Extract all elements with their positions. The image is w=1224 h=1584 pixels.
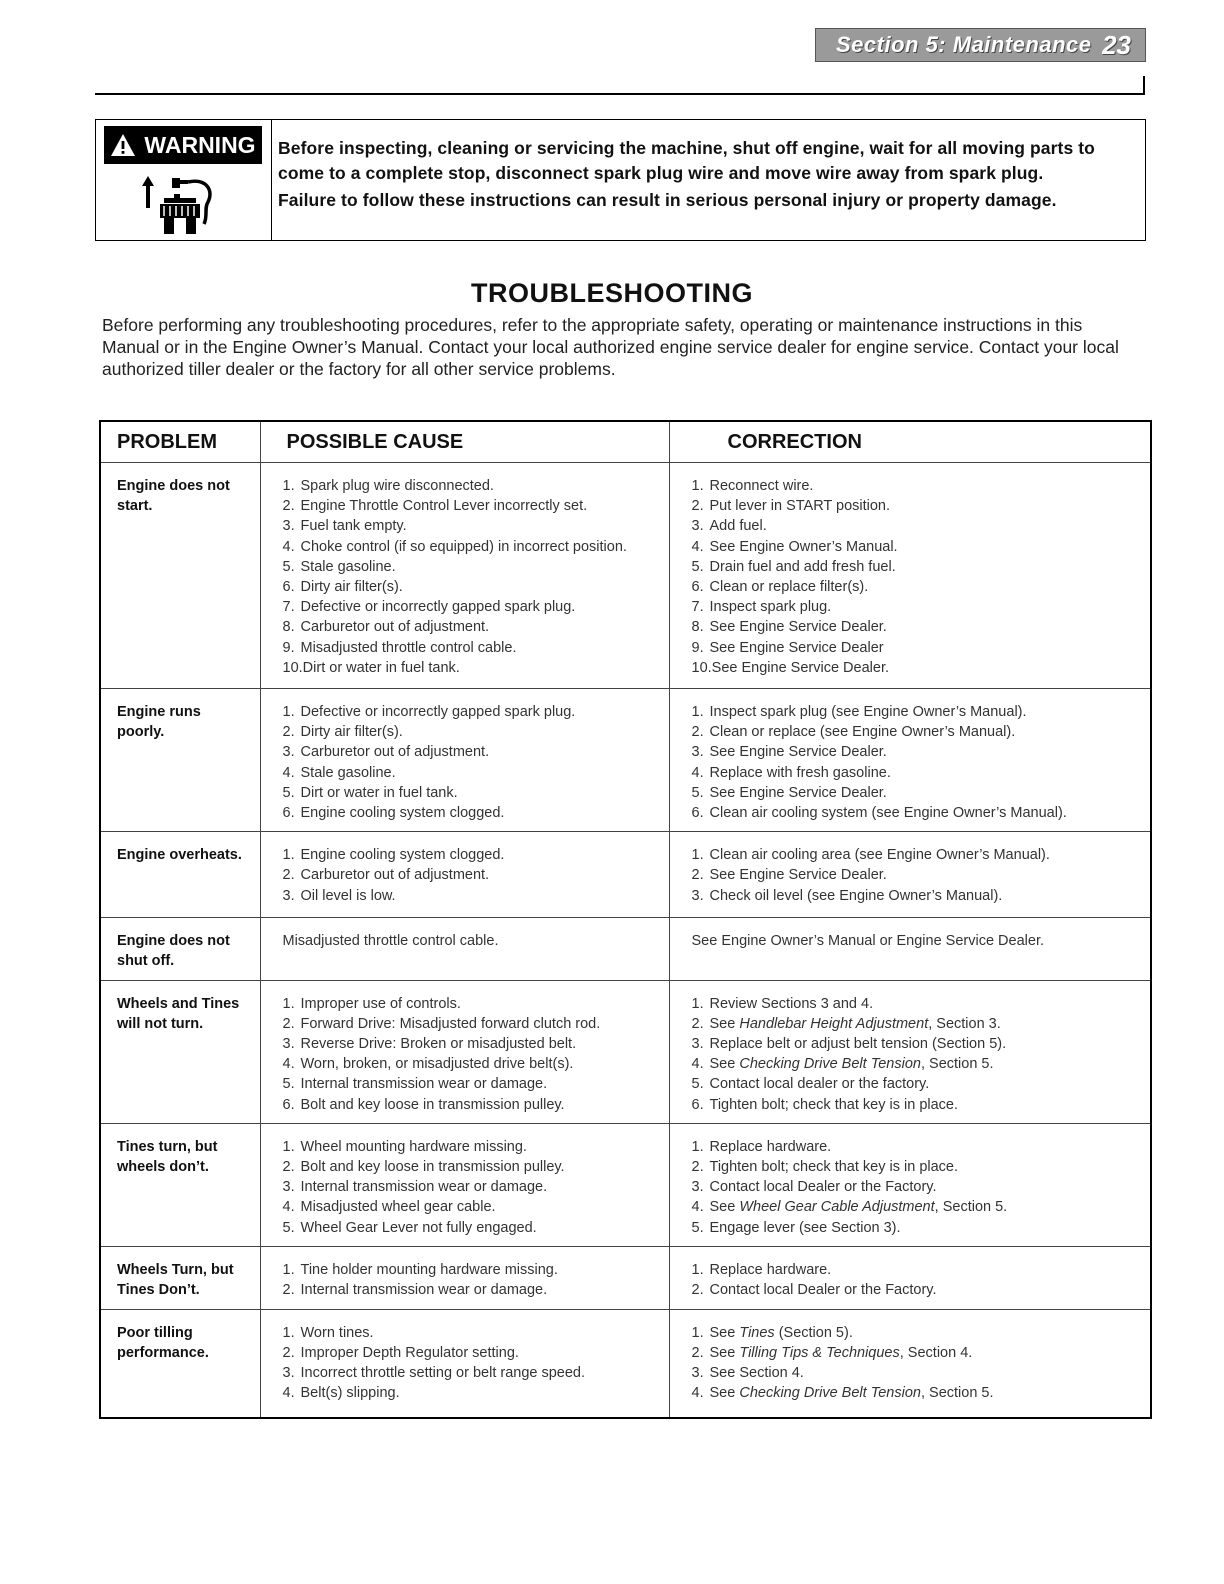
list-item <box>692 1343 1135 1363</box>
list-item-number: 4. <box>282 1199 295 1216</box>
list-item <box>283 1074 653 1094</box>
list-item <box>692 658 1135 678</box>
list-item-text: Carburetor out of adjustment. <box>300 867 490 884</box>
list-item-text: See Section 4. <box>709 1365 804 1382</box>
list-item <box>283 476 653 496</box>
list-item-number: 1. <box>282 995 295 1012</box>
list-item <box>692 742 1135 762</box>
list-item <box>692 617 1135 637</box>
list-item-number: 1. <box>691 1261 704 1278</box>
list-item <box>283 537 653 557</box>
list-item <box>692 1323 1135 1343</box>
warning-box <box>95 119 1146 241</box>
cause-cell <box>260 1246 669 1309</box>
list-item <box>692 1157 1135 1177</box>
list-item-number: 2. <box>691 867 704 884</box>
list-item-number: 4. <box>691 764 704 781</box>
list-item-number: 7. <box>282 599 295 616</box>
table-row <box>100 1246 1151 1309</box>
list-item-number: 5. <box>282 1076 295 1093</box>
list-item <box>692 702 1135 722</box>
list-item <box>692 537 1135 557</box>
cause-cell <box>260 980 669 1123</box>
column-header-problem: PROBLEM <box>100 421 260 463</box>
list-item <box>692 886 1135 906</box>
list-item-number: 5. <box>691 558 704 575</box>
warning-consequence: Failure to follow these instructions can result in serious personal injury or property damage. <box>278 190 1057 210</box>
list-item-text: See Tilling Tips & Techniques, Section 4. <box>709 1345 973 1362</box>
cause-cell <box>260 463 669 689</box>
warning-label <box>104 126 262 164</box>
list-item-text: Improper use of controls. <box>300 995 461 1012</box>
list-item-number: 2. <box>282 1345 295 1362</box>
list-item-number: 9. <box>282 639 295 656</box>
cause-cell <box>260 1123 669 1246</box>
list-item-number: 7. <box>691 599 704 616</box>
list-item <box>283 557 653 577</box>
list-item <box>692 1137 1135 1157</box>
list-item <box>692 1260 1135 1280</box>
list-item-number: 2. <box>282 1015 295 1032</box>
list-item <box>283 742 653 762</box>
column-header-correction: CORRECTION <box>669 421 1151 463</box>
list-item-number: 3. <box>282 1179 295 1196</box>
list-item <box>283 1363 653 1383</box>
list-item <box>283 1137 653 1157</box>
list-item-text: Engage lever (see Section 3). <box>709 1219 901 1236</box>
header-rule <box>95 93 1145 95</box>
list-item <box>692 803 1135 823</box>
list-item-text: Review Sections 3 and 4. <box>709 995 874 1012</box>
warning-label-text: WARNING <box>144 131 256 158</box>
problem-cell: Wheels and Tines will not turn. <box>100 980 260 1123</box>
list-item-number: 2. <box>691 1345 704 1362</box>
list-item-number: 1. <box>691 704 704 720</box>
list-item-text: Wheel Gear Lever not fully engaged. <box>300 1219 537 1236</box>
alert-triangle-icon <box>110 133 136 157</box>
list-item-text: Clean or replace (see Engine Owner’s Manual). <box>709 724 1016 741</box>
list-item-text: Worn, broken, or misadjusted drive belt(s). <box>300 1056 574 1073</box>
list-item <box>283 496 653 516</box>
table-row <box>100 918 1151 980</box>
list-item <box>692 865 1135 885</box>
list-item <box>283 597 653 617</box>
list-item <box>283 1260 653 1280</box>
list-item-number: 2. <box>282 498 295 515</box>
list-item-text: Stale gasoline. <box>300 764 396 781</box>
list-item-number: 2. <box>691 1015 704 1032</box>
list-item-number: 2. <box>691 1282 704 1299</box>
list-item-text: See Engine Service Dealer. <box>709 784 887 801</box>
list-item <box>283 1034 653 1054</box>
list-item-text: See Wheel Gear Cable Adjustment, Section 5. <box>709 1199 1008 1216</box>
list-item-number: 4. <box>282 764 295 781</box>
list-item-number: 5. <box>691 1219 704 1236</box>
correction-list <box>692 1137 1135 1238</box>
list-item <box>692 1218 1135 1238</box>
cause-text: Misadjusted throttle control cable. <box>282 933 499 950</box>
list-item-text: Carburetor out of adjustment. <box>300 744 490 761</box>
list-item-number: 4. <box>282 538 295 555</box>
list-item-number: 6. <box>691 805 704 822</box>
list-item <box>692 1054 1135 1074</box>
list-item <box>692 1034 1135 1054</box>
list-item <box>283 1383 653 1403</box>
list-item-number: 3. <box>282 887 295 904</box>
list-item-number: 3. <box>691 518 704 535</box>
list-item-number: 9. <box>691 639 704 656</box>
list-item-text: Clean air cooling area (see Engine Owner’s Manual). <box>709 847 1050 864</box>
list-item-number: 4. <box>282 1385 295 1402</box>
list-item <box>283 1177 653 1197</box>
list-item-text: Drain fuel and add fresh fuel. <box>709 558 896 575</box>
list-item-text: Worn tines. <box>300 1324 374 1341</box>
list-item <box>692 496 1135 516</box>
problem-cell: Tines turn, but wheels don’t. <box>100 1123 260 1246</box>
list-item <box>692 1383 1135 1403</box>
list-item-text: Tighten bolt; check that key is in place. <box>709 1096 959 1113</box>
list-item-text: Wheel mounting hardware missing. <box>300 1138 527 1155</box>
list-item-text: Contact local Dealer or the Factory. <box>709 1282 937 1299</box>
cause-list <box>283 1323 653 1404</box>
troubleshooting-table <box>99 420 1152 1419</box>
correction-list <box>692 994 1135 1115</box>
list-item-number: 4. <box>691 1056 704 1073</box>
list-item-text: Replace hardware. <box>709 1261 832 1278</box>
list-item <box>692 722 1135 742</box>
list-item-text: See Checking Drive Belt Tension, Section 5. <box>709 1385 994 1402</box>
list-item <box>283 994 653 1014</box>
list-item-text: Spark plug wire disconnected. <box>300 478 494 494</box>
cause-list <box>283 994 653 1115</box>
table-row <box>100 463 1151 689</box>
cause-list <box>283 1137 653 1238</box>
correction-list <box>692 845 1135 906</box>
list-item-text: See Handlebar Height Adjustment, Section 3. <box>709 1015 1001 1032</box>
correction-cell <box>669 1123 1151 1246</box>
warning-text <box>272 120 1145 240</box>
correction-list <box>692 1260 1135 1300</box>
list-item-number: 1. <box>691 1324 704 1341</box>
list-item-number: 6. <box>282 579 295 596</box>
warning-instruction: Before inspecting, cleaning or servicing the machine, shut off engine, wait for all moving parts to come to a complete stop, disconnect spark plug wire and move wire away from spark plug. <box>278 138 1095 183</box>
list-item-text: Dirt or water in fuel tank. <box>300 784 458 801</box>
list-item-number: 2. <box>282 1282 295 1299</box>
list-item-text: Tighten bolt; check that key is in place. <box>709 1159 959 1176</box>
list-item-text: See Engine Service Dealer <box>709 639 884 656</box>
problem-cell: Engine runs poorly. <box>100 689 260 832</box>
list-item-number: 5. <box>282 558 295 575</box>
table-header-row <box>100 421 1151 463</box>
list-item-number: 1. <box>691 847 704 864</box>
list-item-number: 3. <box>691 744 704 761</box>
cause-list <box>283 476 653 678</box>
troubleshooting-title: TROUBLESHOOTING <box>471 278 753 308</box>
list-item-text: Choke control (if so equipped) in incorrect position. <box>300 538 627 555</box>
list-item-number: 5. <box>691 1076 704 1093</box>
section-header-tab <box>815 28 1146 62</box>
section-title: Section 5: Maintenance <box>836 32 1092 57</box>
correction-cell <box>669 463 1151 689</box>
list-item <box>283 617 653 637</box>
list-item-number: 3. <box>691 1365 704 1382</box>
header-rule-tick <box>1143 76 1145 95</box>
list-item-number: 3. <box>282 518 295 535</box>
list-item-text: Internal transmission wear or damage. <box>300 1076 548 1093</box>
list-item <box>283 763 653 783</box>
list-item <box>283 1218 653 1238</box>
list-item-text: Dirt or water in fuel tank. <box>302 659 460 676</box>
list-item-text: Inspect spark plug. <box>709 599 832 616</box>
list-item-text: Add fuel. <box>709 518 767 535</box>
list-item-number: 1. <box>282 704 295 720</box>
list-item-text: See Tines (Section 5). <box>709 1324 853 1341</box>
list-item-text: Clean air cooling system (see Engine Owner’s Manual). <box>709 805 1067 822</box>
correction-cell <box>669 1246 1151 1309</box>
list-item-text: See Engine Owner’s Manual. <box>709 538 898 555</box>
warning-left-panel <box>96 120 272 240</box>
list-item <box>283 1323 653 1343</box>
column-header-cause: POSSIBLE CAUSE <box>260 421 669 463</box>
list-item-text: Contact local dealer or the factory. <box>709 1076 930 1093</box>
list-item-text: Improper Depth Regulator setting. <box>300 1345 519 1362</box>
list-item-number: 3. <box>282 1036 295 1053</box>
list-item-number: 3. <box>282 1365 295 1382</box>
list-item <box>692 1095 1135 1115</box>
problem-cell: Wheels Turn, but Tines Don’t. <box>100 1246 260 1309</box>
list-item-text: Internal transmission wear or damage. <box>300 1282 548 1299</box>
page-number: 23 <box>1102 29 1131 60</box>
list-item-text: Stale gasoline. <box>300 558 396 575</box>
list-item-number: 5. <box>282 784 295 801</box>
list-item <box>692 994 1135 1014</box>
list-item-number: 10. <box>691 659 712 676</box>
list-item-text: See Engine Service Dealer. <box>709 619 887 636</box>
list-item-text: Replace with fresh gasoline. <box>709 764 891 781</box>
list-item <box>283 1343 653 1363</box>
table-row <box>100 980 1151 1123</box>
list-item-number: 3. <box>282 744 295 761</box>
list-item <box>692 845 1135 865</box>
list-item-text: Incorrect throttle setting or belt range speed. <box>300 1365 586 1382</box>
list-item-text: Dirty air filter(s). <box>300 579 403 596</box>
troubleshooting-intro: Before performing any troubleshooting procedures, refer to the appropriate safety, operating or maintenance instructions in this Manual or in the Engine Owner’s Manual. Contact your local authorized engine service dealer for engine service. Contact your local authorized tiller dealer or the factory for all other service problems. <box>102 315 1119 379</box>
list-item <box>283 886 653 906</box>
list-item-text: Dirty air filter(s). <box>300 724 403 741</box>
list-item <box>283 638 653 658</box>
correction-cell <box>669 689 1151 832</box>
list-item <box>692 783 1135 803</box>
list-item <box>283 845 653 865</box>
list-item-text: Fuel tank empty. <box>300 518 407 535</box>
list-item <box>283 722 653 742</box>
list-item-number: 1. <box>691 478 704 494</box>
list-item-number: 1. <box>282 1261 295 1278</box>
list-item-number: 4. <box>282 1056 295 1073</box>
list-item-number: 1. <box>691 995 704 1012</box>
list-item-number: 5. <box>691 784 704 801</box>
list-item <box>283 865 653 885</box>
list-item <box>283 702 653 722</box>
list-item-text: Reverse Drive: Broken or misadjusted belt. <box>300 1036 577 1053</box>
list-item-number: 4. <box>691 1385 704 1402</box>
list-item-number: 4. <box>691 538 704 555</box>
list-item-text: Engine cooling system clogged. <box>300 805 505 822</box>
list-item <box>692 516 1135 536</box>
list-item <box>283 516 653 536</box>
list-item-text: Put lever in START position. <box>709 498 891 515</box>
list-item-number: 2. <box>282 1159 295 1176</box>
list-item-text: Tine holder mounting hardware missing. <box>300 1261 558 1278</box>
correction-cell <box>669 1309 1151 1418</box>
list-item-number: 10. <box>282 659 303 676</box>
list-item-text: Reconnect wire. <box>709 478 814 494</box>
correction-cell <box>669 832 1151 918</box>
list-item-text: Defective or incorrectly gapped spark plug. <box>300 599 576 616</box>
list-item-text: Oil level is low. <box>300 887 396 904</box>
list-item <box>692 1177 1135 1197</box>
list-item-number: 6. <box>691 579 704 596</box>
list-item-number: 2. <box>691 498 704 515</box>
table-row <box>100 1123 1151 1246</box>
cause-cell <box>260 832 669 918</box>
list-item <box>692 1363 1135 1383</box>
list-item-text: Bolt and key loose in transmission pulley. <box>300 1096 565 1113</box>
cause-list <box>283 845 653 906</box>
list-item-text: See Checking Drive Belt Tension, Section 5. <box>709 1056 994 1073</box>
list-item-number: 6. <box>282 1096 295 1113</box>
list-item <box>283 803 653 823</box>
list-item-number: 2. <box>282 867 295 884</box>
table-body <box>100 463 1151 1419</box>
cause-cell <box>260 1309 669 1418</box>
table-row <box>100 689 1151 832</box>
correction-cell <box>669 980 1151 1123</box>
list-item-number: 1. <box>282 1138 295 1155</box>
list-item-text: Clean or replace filter(s). <box>709 579 869 596</box>
list-item-number: 3. <box>691 1179 704 1196</box>
correction-text: See Engine Owner’s Manual or Engine Service Dealer. <box>691 933 1044 950</box>
list-item <box>692 597 1135 617</box>
table-row <box>100 1309 1151 1418</box>
cause-list <box>283 702 653 823</box>
list-item-text: Carburetor out of adjustment. <box>300 619 490 636</box>
cause-cell <box>260 918 669 980</box>
list-item-number: 8. <box>691 619 704 636</box>
list-item-number: 1. <box>282 478 295 494</box>
list-item-number: 1. <box>691 1138 704 1155</box>
list-item-text: Replace belt or adjust belt tension (Section 5). <box>709 1036 1007 1053</box>
list-item <box>283 658 653 678</box>
table-row <box>100 832 1151 918</box>
list-item <box>692 476 1135 496</box>
problem-cell: Engine does not shut off. <box>100 918 260 980</box>
list-item <box>283 1054 653 1074</box>
list-item <box>692 1280 1135 1300</box>
list-item <box>283 783 653 803</box>
list-item-text: See Engine Service Dealer. <box>711 659 889 676</box>
list-item-text: Internal transmission wear or damage. <box>300 1179 548 1196</box>
disconnect-spark-plug-icon <box>134 172 234 236</box>
list-item-number: 1. <box>282 847 295 864</box>
correction-list <box>692 1323 1135 1404</box>
list-item-text: Belt(s) slipping. <box>300 1385 400 1402</box>
list-item <box>283 1157 653 1177</box>
list-item-text: Misadjusted throttle control cable. <box>300 639 517 656</box>
list-item <box>283 577 653 597</box>
list-item-number: 8. <box>282 619 295 636</box>
list-item <box>692 1014 1135 1034</box>
list-item-number: 1. <box>282 1324 295 1341</box>
list-item-number: 2. <box>282 724 295 741</box>
list-item-number: 2. <box>691 1159 704 1176</box>
list-item-number: 2. <box>691 724 704 741</box>
list-item <box>283 1014 653 1034</box>
list-item-text: Inspect spark plug (see Engine Owner’s Manual). <box>709 704 1027 720</box>
list-item <box>283 1095 653 1115</box>
list-item-text: Defective or incorrectly gapped spark plug. <box>300 704 576 720</box>
list-item-text: See Engine Service Dealer. <box>709 744 887 761</box>
list-item <box>692 763 1135 783</box>
list-item-number: 6. <box>282 805 295 822</box>
list-item-text: Engine cooling system clogged. <box>300 847 505 864</box>
list-item-number: 3. <box>691 887 704 904</box>
list-item-text: Forward Drive: Misadjusted forward clutch rod. <box>300 1015 601 1032</box>
correction-list <box>692 476 1135 678</box>
list-item <box>692 1074 1135 1094</box>
list-item-text: Replace hardware. <box>709 1138 832 1155</box>
list-item <box>692 1197 1135 1217</box>
list-item <box>283 1197 653 1217</box>
list-item <box>283 1280 653 1300</box>
list-item-text: Contact local Dealer or the Factory. <box>709 1179 937 1196</box>
correction-cell <box>669 918 1151 980</box>
list-item-number: 5. <box>282 1219 295 1236</box>
list-item <box>692 577 1135 597</box>
cause-cell <box>260 689 669 832</box>
list-item-text: Engine Throttle Control Lever incorrectly set. <box>300 498 588 515</box>
list-item-text: Bolt and key loose in transmission pulley. <box>300 1159 565 1176</box>
list-item <box>692 638 1135 658</box>
list-item-text: Misadjusted wheel gear cable. <box>300 1199 496 1216</box>
correction-list <box>692 702 1135 823</box>
cause-list <box>283 1260 653 1300</box>
problem-cell: Poor tilling performance. <box>100 1309 260 1418</box>
list-item-number: 6. <box>691 1096 704 1113</box>
list-item-text: Check oil level (see Engine Owner’s Manual). <box>709 887 1003 904</box>
list-item <box>692 557 1135 577</box>
list-item-number: 4. <box>691 1199 704 1216</box>
list-item-number: 3. <box>691 1036 704 1053</box>
problem-cell: Engine does not start. <box>100 463 260 689</box>
list-item-text: See Engine Service Dealer. <box>709 867 887 884</box>
problem-cell: Engine overheats. <box>100 832 260 918</box>
